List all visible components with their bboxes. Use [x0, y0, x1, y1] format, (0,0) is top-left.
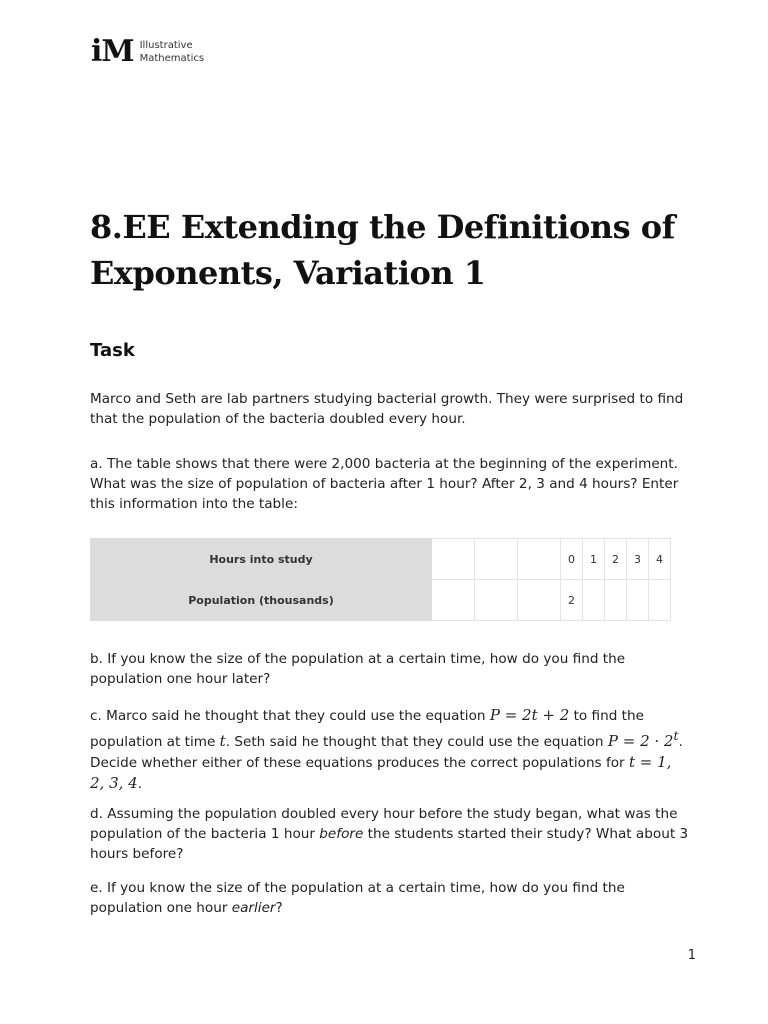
- hour-cell-1: 1: [583, 539, 605, 580]
- logo-mark-icon: iM: [91, 34, 134, 69]
- hour-cell-4: 4: [649, 539, 671, 580]
- seth-equation: [607, 728, 679, 750]
- data-table: [90, 538, 671, 621]
- part-e-text-2: ?: [275, 900, 283, 916]
- hour-cell-2: 2: [605, 539, 627, 580]
- intro-paragraph: Marco and Seth are lab partners studying bacterial growth. They were surprised to find that the population of the bacteria doubled every hour.: [90, 391, 684, 427]
- t-values: t = 1, 2, 3, 4: [90, 753, 672, 792]
- logo-line-2: Mathematics: [139, 53, 205, 64]
- blank-cell: [518, 580, 561, 621]
- population-cell-2: [605, 580, 627, 621]
- logo: [91, 34, 205, 69]
- seth-equation-base: P = 2 · 2: [607, 732, 674, 750]
- population-cell-1: [583, 580, 605, 621]
- part-c-paragraph: [90, 705, 690, 794]
- page-number: 1: [687, 948, 696, 963]
- row-label-population: Population (thousands): [91, 580, 432, 621]
- marco-equation: P = 2t + 2: [489, 706, 570, 724]
- table-row-population: [91, 580, 671, 621]
- seth-equation-exponent: t: [673, 728, 679, 743]
- hour-cell-3: 3: [627, 539, 649, 580]
- part-e-text-1: e. If you know the size of the population at a certain time, how do you find the population one hour: [90, 880, 625, 916]
- part-e-emphasis: earlier: [231, 900, 276, 916]
- population-cell-4: [649, 580, 671, 621]
- row-label-hours: Hours into study: [91, 539, 432, 580]
- blank-cell: [475, 580, 518, 621]
- blank-cell: [432, 580, 475, 621]
- section-heading-task: Task: [90, 340, 135, 361]
- population-cell-0: 2: [561, 580, 583, 621]
- part-c-text-4: . Decide whether either of these equations produces the correct populations for: [90, 734, 683, 771]
- part-d-text-2: the students started their study? What about 3 hours before?: [90, 826, 689, 862]
- part-d-emphasis: before: [319, 826, 364, 842]
- part-c-text-5: .: [137, 776, 143, 792]
- blank-cell: [518, 539, 561, 580]
- part-b-paragraph: b. If you know the size of the population at a certain time, how do you find the population one hour later?: [90, 651, 626, 687]
- hour-cell-0: 0: [561, 539, 583, 580]
- logo-text: [140, 39, 204, 65]
- population-cell-3: [627, 580, 649, 621]
- logo-line-1: Illustrative: [139, 40, 193, 51]
- part-c-text-3: . Seth said he thought that they could use the equation: [225, 734, 608, 750]
- page-title: 8.EE Extending the Definitions of Exponents, Variation 1: [90, 208, 675, 292]
- part-d-text-1: d. Assuming the population doubled every hour before the study began, what was the population of the bacteria 1 hour: [90, 806, 678, 842]
- part-c-text-2: to find the population at time: [90, 708, 644, 750]
- part-e-paragraph: [90, 878, 690, 918]
- part-a-paragraph: a. The table shows that there were 2,000 bacteria at the beginning of the experiment. What was the size of population of bacteria after 1 hour? After 2, 3 and 4 hours? Enter this information into the table:: [90, 456, 679, 512]
- variable-t: t: [219, 732, 226, 750]
- part-d-paragraph: [90, 804, 690, 864]
- table-row-hours: [91, 539, 671, 580]
- part-c-text-1: c. Marco said he thought that they could use the equation: [90, 708, 490, 724]
- blank-cell: [432, 539, 475, 580]
- blank-cell: [475, 539, 518, 580]
